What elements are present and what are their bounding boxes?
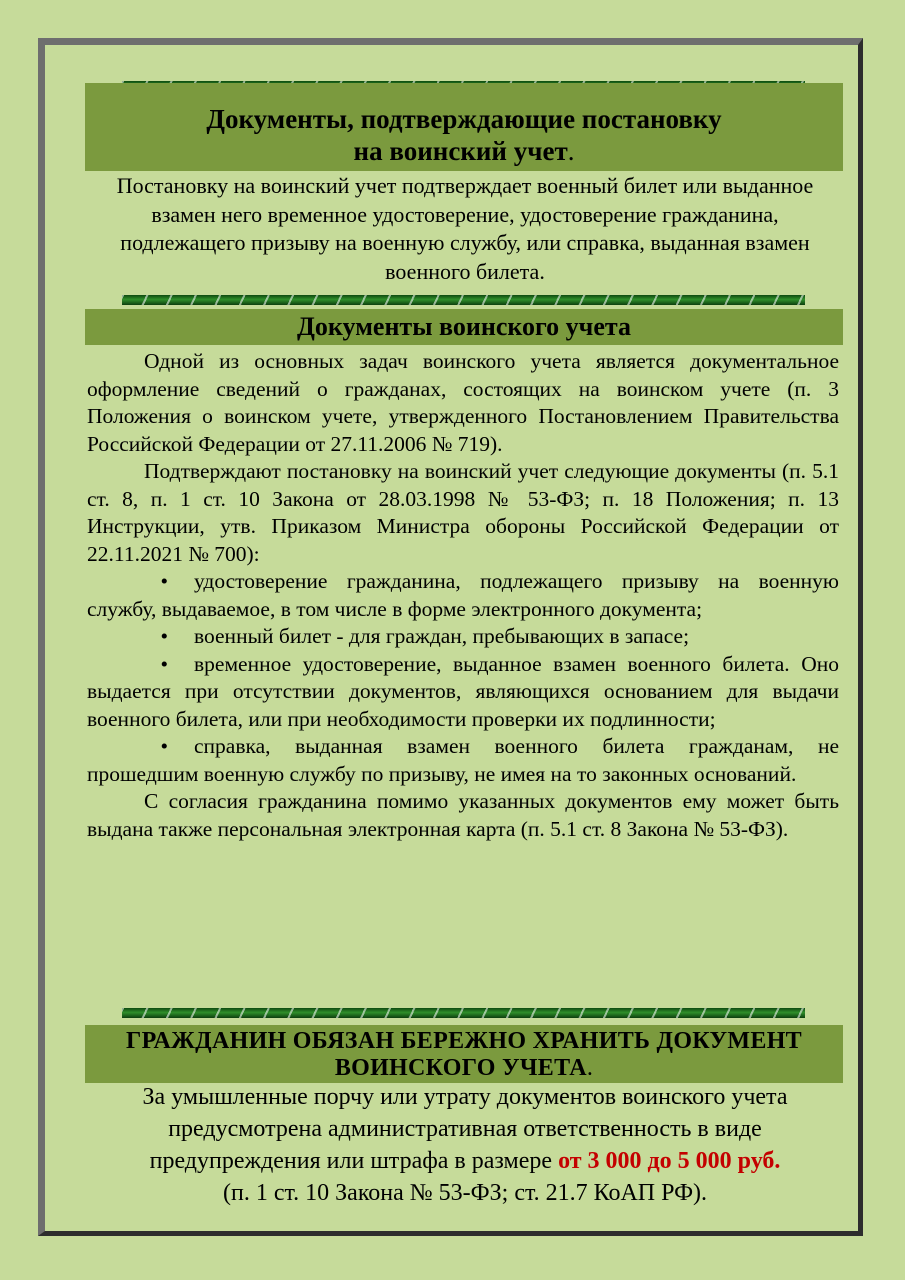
list-item — [87, 733, 839, 788]
fine-amount: от 3 000 до 5 000 руб. — [558, 1148, 781, 1174]
list-item-text: справка, выданная взамен военного билета гражданам, не прошедшим военную службу по призыву, не имея на то законных оснований. — [87, 734, 839, 786]
fine-citation: (п. 1 ст. 10 Закона № 53-ФЗ; ст. 21.7 КоАП РФ). — [222, 1180, 708, 1206]
bullet-icon: • — [160, 651, 168, 676]
section3-heading — [85, 1025, 843, 1083]
bullet-icon: • — [160, 624, 168, 648]
section3-title-line2: ВОИНСКОГО УЧЕТА — [334, 1055, 587, 1081]
decorative-divider-bottom — [122, 1008, 805, 1018]
fine-text: За умышленные порчу или утрату документов воинского учета предусмотрена административная ответственность в виде предупреждения или штрафа в размере — [142, 1084, 788, 1174]
list-item — [87, 651, 839, 734]
section2-heading: Документы воинского учета — [85, 309, 843, 345]
list-item-text: удостоверение гражданина, подлежащего призыву на военную службу, выдаваемое, в том числе в форме электронного документа; — [87, 569, 839, 621]
section2-body — [87, 348, 839, 843]
paragraph-main-task: Одной из основных задач воинского учета является документальное оформление сведений о гражданах, состоящих на воинском учете (п. 3 Положения о воинском учете, утвержденного Постановлением Правительства Российской Федерации от 27.11.2006 № 719). — [87, 349, 839, 456]
section3-title-line1: ГРАЖДАНИН ОБЯЗАН БЕРЕЖНО ХРАНИТЬ ДОКУМЕНТ — [126, 1028, 802, 1054]
list-item-text: военный билет - для граждан, пребывающих в запасе; — [194, 624, 690, 648]
section1-title-period: . — [567, 136, 575, 166]
fine-notice — [85, 1081, 845, 1209]
section3-title-period: . — [586, 1055, 594, 1081]
section1-heading — [85, 83, 843, 171]
section1-text: Постановку на воинский учет подтверждает военный билет или выданное взамен него временное удостоверение, удостоверение гражданина, подлежащего призыву на военную службу, или справка, выданная взамен военного билета. — [116, 173, 814, 284]
section1-title-line1: Документы, подтверждающие постановку — [206, 104, 722, 134]
list-item-text: временное удостоверение, выданное взамен военного билета. Оно выдается при отсутствии документов, являющихся основанием для выдачи военного билета, или при необходимости проверки их подлинности; — [87, 651, 839, 731]
bullet-icon: • — [160, 734, 168, 758]
list-item — [87, 623, 839, 651]
list-item — [87, 568, 839, 623]
decorative-divider-middle — [122, 295, 805, 305]
section1-title-line2: на воинский учет — [353, 136, 568, 166]
paragraph-electronic-card: С согласия гражданина помимо указанных документов ему может быть выдана также персональная электронная карта (п. 5.1 ст. 8 Закона № 53-ФЗ). — [87, 789, 839, 841]
bullet-icon: • — [160, 569, 168, 593]
paragraph-confirming-documents: Подтверждают постановку на воинский учет следующие документы (п. 5.1 ст. 8, п. 1 ст. 10 Закона от 28.03.1998 № 53-ФЗ; п. 18 Положения; п. 13 Инструкции, утв. Приказом Министра обороны Российской Федерации от 22.11.2021 № 700): — [87, 459, 839, 566]
poster-frame — [38, 38, 863, 1236]
